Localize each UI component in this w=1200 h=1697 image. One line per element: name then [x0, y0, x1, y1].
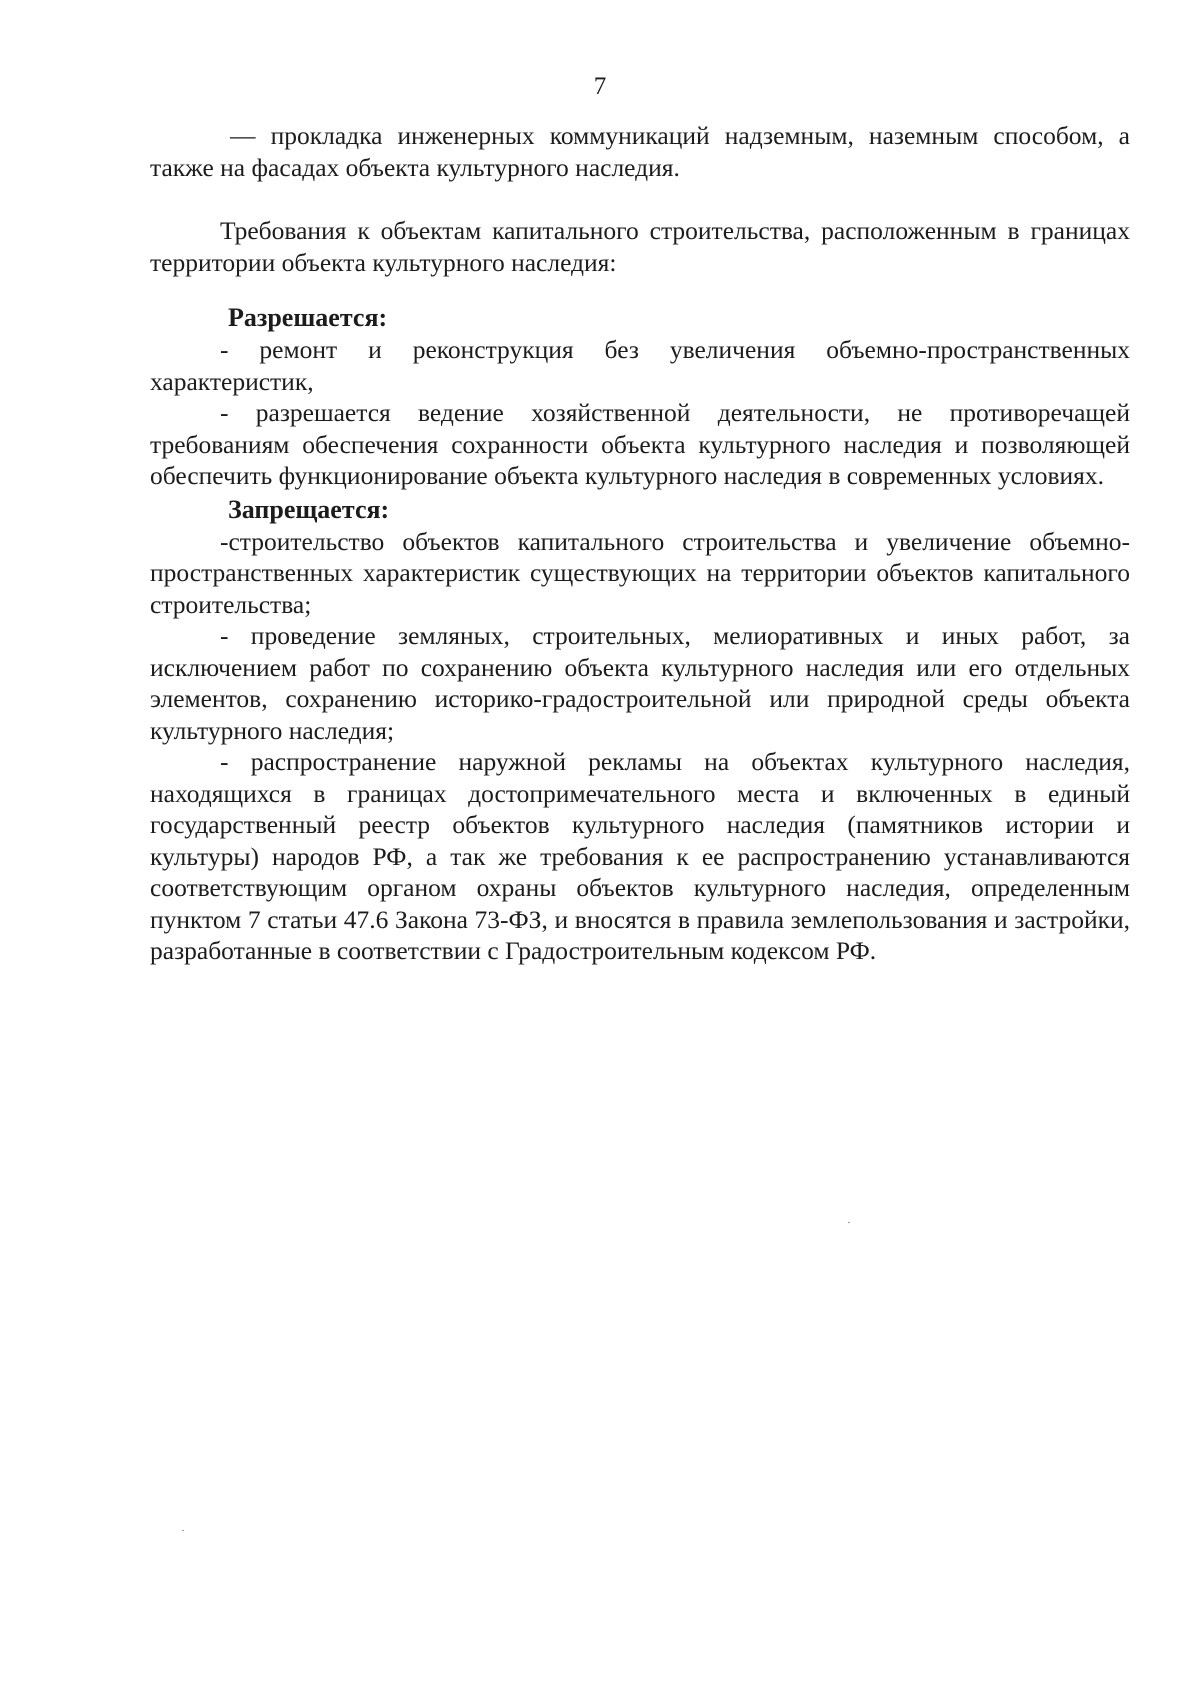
scan-speck [848, 1222, 850, 1223]
spacer [150, 278, 1130, 302]
allowed-heading: Разрешается: [228, 303, 388, 332]
document-body [150, 120, 1130, 967]
page-number: 7 [593, 73, 607, 100]
scan-speck [182, 1530, 184, 1531]
prohibited-item: - распространение наружной рекламы на объектах культурного наследия, находящихся в границах достопримечательного места и включенных в единый государственный реестр объектов культурного наследия (памятников истории и культуры) народов РФ, а так же требования к ее распространению устанавливаются соответствующим органом охраны объектов культурного наследия, определенным пунктом 7 статьи 47.6 Закона 73-ФЗ, и вносятся в правила землепользования и застройки, разработанные в соответствии с Градостроительным кодексом РФ. [150, 747, 1130, 965]
allowed-item: - ремонт и реконструкция без увеличения объемно-пространственных характеристик, [150, 335, 1130, 396]
allowed-item: - разрешается ведение хозяйственной деятельности, не противоречащей требованиям обеспечения сохранности объекта культурного наследия и позволяющей обеспечить функционирование объекта культурного наследия в современных условиях. [150, 398, 1130, 490]
prohibited-item: - проведение земляных, строительных, мелиоративных и иных работ, за исключением работ по сохранению объекта культурного наследия или его отдельных элементов, сохранению историко-градостроительной или природной среды объекта культурного наследия; [150, 621, 1130, 745]
prohibited-heading: Запрещается: [228, 494, 390, 524]
spacer [150, 183, 1130, 215]
requirements-paragraph: Требования к объектам капитального строительства, расположенным в границах территории объекта культурного наследия: [150, 216, 1130, 277]
prohibited-item: -строительство объектов капитального строительства и увеличение объемно-пространственных характеристик существующих на территории объектов капитального строительства; [150, 526, 1130, 619]
intro-paragraph: –– прокладка инженерных коммуникаций надземным, наземным способом, а также на фасадах объекта культурного наследия. [150, 121, 1130, 182]
